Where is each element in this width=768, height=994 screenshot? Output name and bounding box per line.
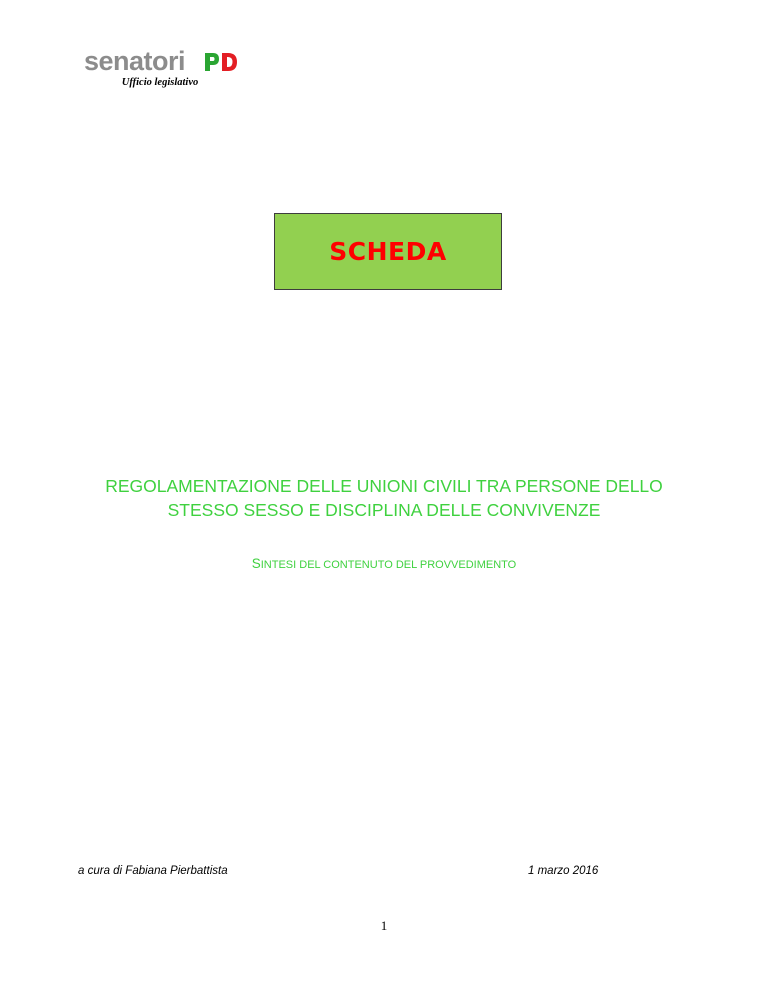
document-subtitle-text: INTESI DEL CONTENUTO DEL PROVVEDIMENTO xyxy=(260,559,517,571)
pd-logo-icon xyxy=(204,52,238,72)
document-subtitle-initial: S xyxy=(251,556,261,571)
page-number: 1 xyxy=(380,918,388,933)
document-title xyxy=(40,474,728,522)
document-title-line-2: STESSO SESSO E DISCIPLINA DELLE CONVIVENZE xyxy=(167,500,601,520)
scheda-badge xyxy=(274,213,502,290)
document-title-line-1: REGOLAMENTAZIONE DELLE UNIONI CIVILI TRA PERSONE DELLO xyxy=(105,476,663,496)
scheda-label: SCHEDA xyxy=(329,237,447,266)
logo xyxy=(84,46,240,92)
author-credit: a cura di Fabiana Pierbattista xyxy=(78,865,228,877)
logo-subtitle: Ufficio legislativo xyxy=(121,77,199,88)
logo-wordmark: senatori xyxy=(84,46,186,76)
document-date: 1 marzo 2016 xyxy=(528,865,599,877)
document-subtitle xyxy=(40,556,728,573)
